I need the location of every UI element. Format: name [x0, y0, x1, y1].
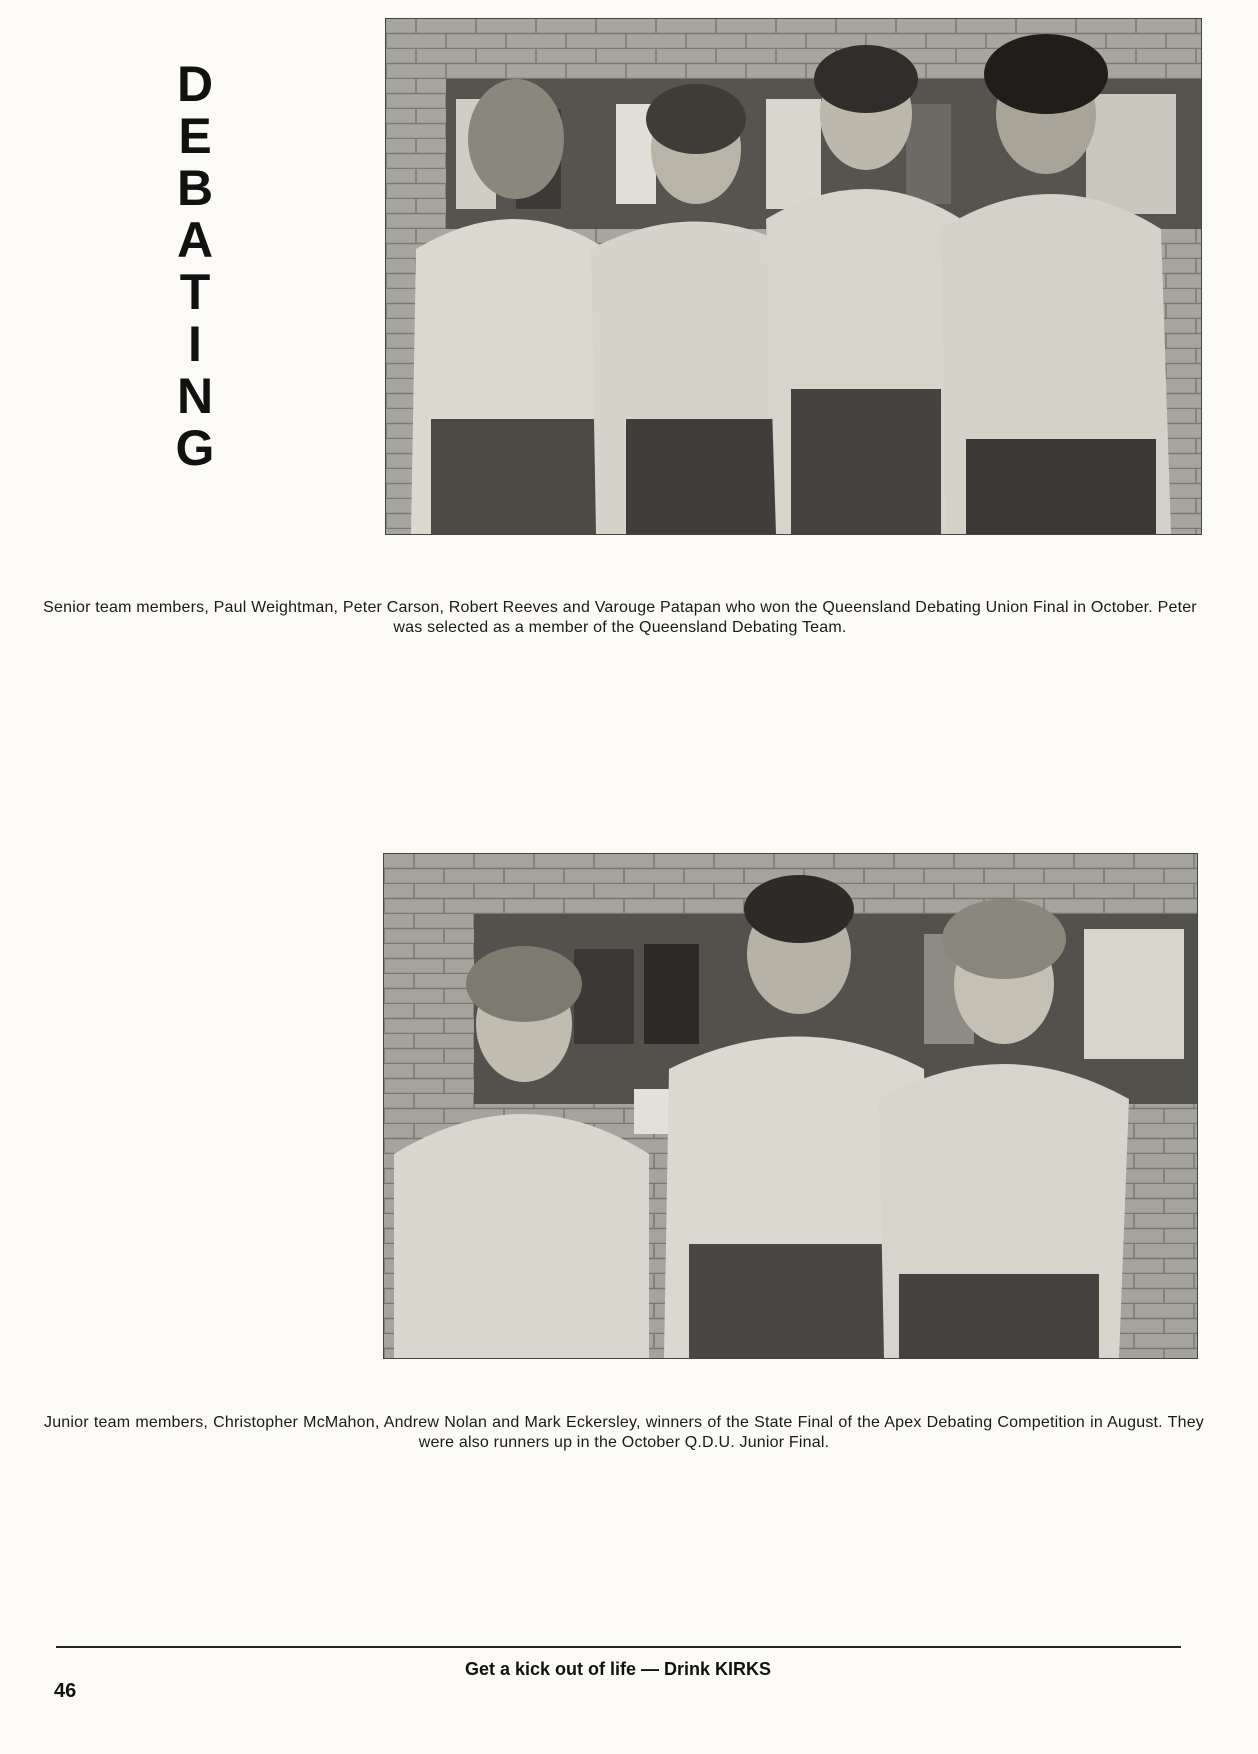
- title-letter: N: [176, 368, 214, 424]
- title-letter: A: [176, 212, 214, 268]
- junior-team-photo: [383, 853, 1198, 1359]
- footer-divider: [56, 1646, 1181, 1648]
- senior-team-photo: [385, 18, 1202, 535]
- junior-team-photo-image: [384, 854, 1197, 1358]
- footer-slogan: Get a kick out of life — Drink KIRKS: [464, 1659, 772, 1679]
- senior-team-photo-image: [386, 19, 1201, 534]
- title-letter: D: [176, 56, 214, 112]
- junior-team-caption: Junior team members, Christopher McMahon, Andrew Nolan and Mark Eckersley, winners of the State Final of the Apex Debating Competition in August. They were also runners up in the October Q.D.U. Junior Final.: [44, 1414, 1204, 1451]
- title-letter: E: [178, 108, 212, 164]
- senior-team-caption: Senior team members, Paul Weightman, Peter Carson, Robert Reeves and Varouge Patapan who won the Queensland Debating Union Final in October. Peter was selected as a member of the Queensland Debating Team.: [43, 599, 1197, 636]
- title-letter: I: [188, 316, 202, 372]
- page-number: 46: [54, 1680, 77, 1702]
- title-letter: B: [176, 160, 214, 216]
- page-title-debating: [160, 58, 230, 474]
- title-letter: G: [175, 420, 215, 476]
- title-letter: T: [179, 264, 211, 320]
